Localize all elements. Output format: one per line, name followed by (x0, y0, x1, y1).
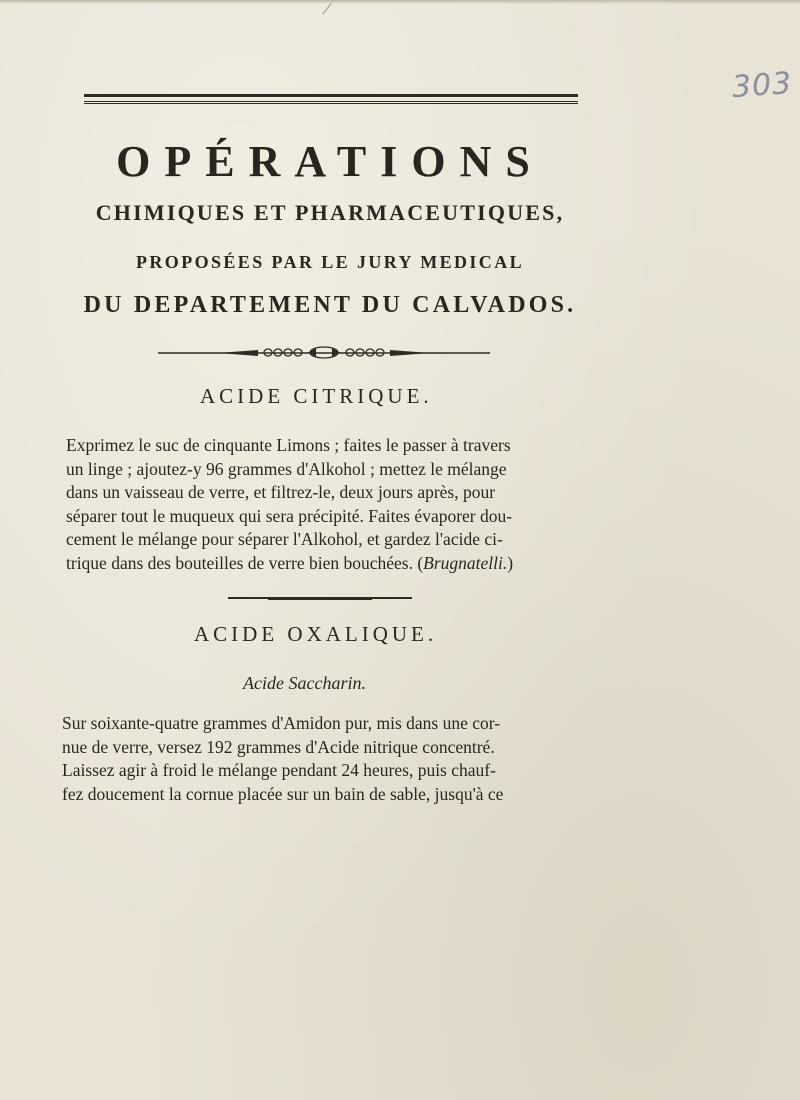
text-line: fez doucement la cornue placée sur un bain de sable, jusqu'à ce (62, 783, 504, 804)
ornamental-rule (158, 344, 490, 360)
section-divider-rule (228, 597, 412, 602)
page-top-edge (0, 0, 800, 4)
text-fragment: trique dans des bouteilles de verre bien bouchées. ( (66, 552, 424, 573)
section-title-acide-citrique: ACIDE CITRIQUE. (200, 384, 433, 408)
page-number: 303 (730, 65, 794, 106)
title-proposees: PROPOSÉES PAR LE JURY MEDICAL (136, 252, 524, 272)
text-fragment: ) (507, 552, 514, 573)
title-chimiques: CHIMIQUES ET PHARMACEUTIQUES, (95, 200, 565, 225)
text-line: Exprimez le suc de cinquante Limons ; faites le passer à travers (66, 435, 511, 455)
section-subtitle-acide-saccharin: Acide Saccharin. (243, 673, 366, 693)
text-line: Sur soixante-quatre grammes d'Amidon pur, mis dans une cor- (62, 713, 501, 733)
header-double-rule (84, 94, 578, 102)
text-line: dans un vaisseau de verre, et filtrez-le, deux jours après, pour (66, 482, 496, 502)
text-line: nue de verre, versez 192 grammes d'Acide nitrique concentré. (62, 736, 495, 757)
text-line-last (66, 552, 513, 576)
text-line: Laissez agir à froid le mélange pendant 24 heures, puis chauf- (62, 760, 496, 780)
author-citation: Brugnatelli. (423, 552, 508, 573)
text-line: séparer tout le muqueux qui sera précipité. Faites évaporer dou- (66, 505, 513, 526)
text-line: un linge ; ajoutez-y 96 grammes d'Alkohol ; mettez le mélange (66, 458, 507, 479)
section-title-acide-oxalique: ACIDE OXALIQUE. (194, 622, 438, 646)
paragraph-acide-citrique (66, 434, 513, 575)
title-operations: OPÉRATIONS (116, 137, 544, 186)
pencil-mark (322, 3, 342, 23)
text-line: cement le mélange pour séparer l'Alkohol, et gardez l'acide ci- (66, 529, 503, 549)
paragraph-acide-oxalique (62, 712, 503, 806)
title-departement: DU DEPARTEMENT DU CALVADOS. (83, 292, 577, 318)
